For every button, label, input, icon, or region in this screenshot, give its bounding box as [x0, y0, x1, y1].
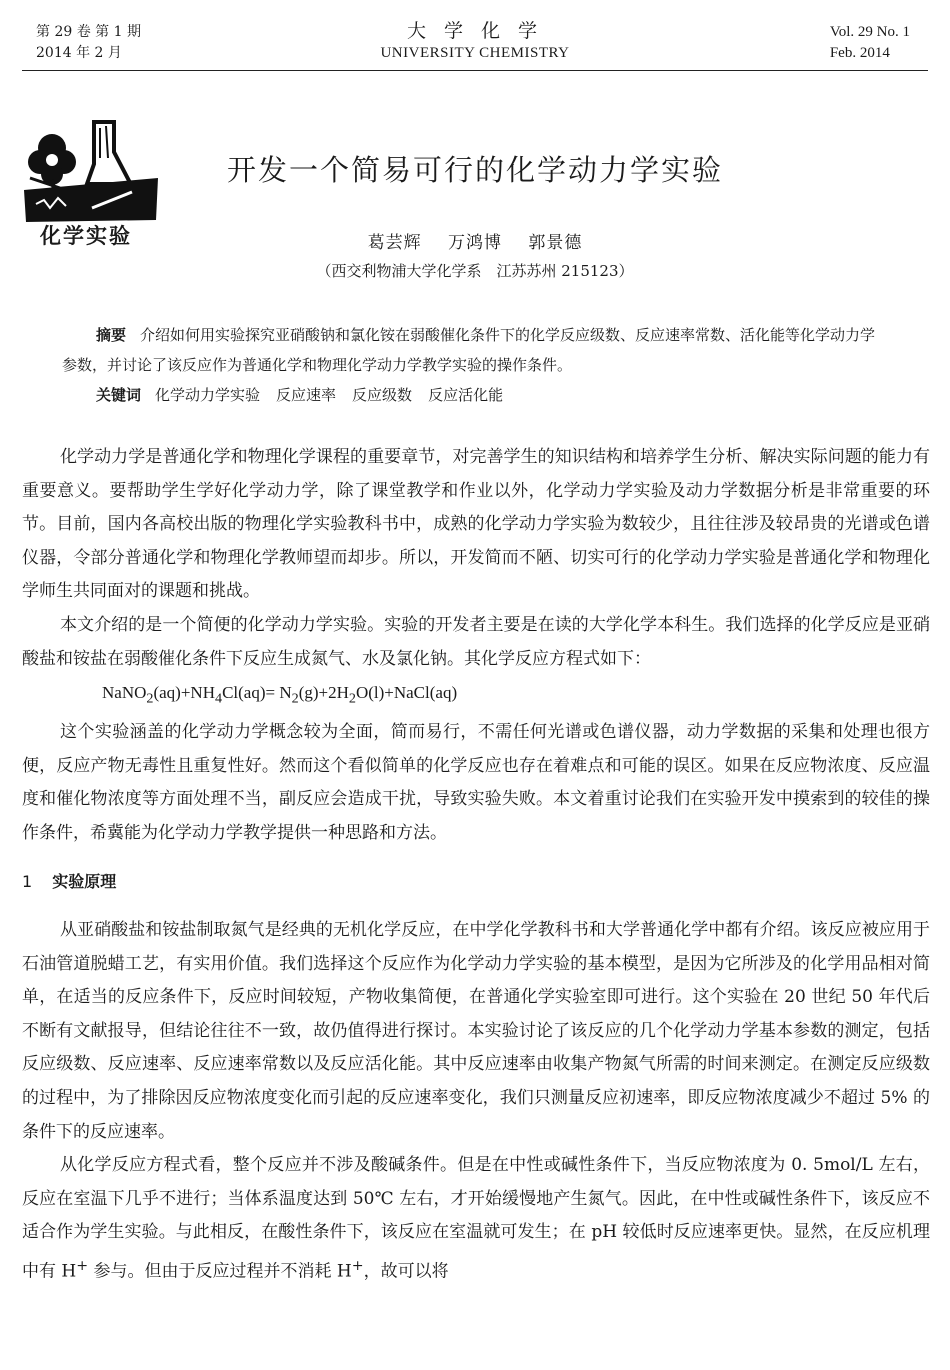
author-list — [0, 228, 950, 253]
author: 郭景德 — [528, 233, 583, 253]
keywords-label: 关键词 — [96, 386, 142, 404]
paragraph: 这个实验涵盖的化学动力学概念较为全面，简而易行，不需任何光谱或色谱仪器，动力学数据的采集和处理也很方便，反应产物无毒性且重复性好。然而这个看似简单的化学反应也存在着难点和可能的误区。如果在反应物浓度、反应温度和催化物浓度等方面处理不当，副反应会造成干扰，导致实验失败。本文着重讨论我们在实验开发中摸索到的较佳的操作条件，希冀能为化学动力学教学提供一种思路和方法。 — [22, 722, 930, 843]
abstract-label: 摘要 — [96, 326, 127, 344]
keyword: 反应级数 — [352, 386, 413, 404]
author: 万鸿博 — [448, 233, 502, 253]
section-heading — [22, 865, 930, 899]
affiliation: （西交利物浦大学化学系 江苏苏州 215123） — [316, 262, 634, 280]
author: 葛芸辉 — [367, 233, 422, 253]
column-label: 化学实验 — [40, 223, 132, 248]
journal-name-cn: 大 学 化 学 — [406, 20, 544, 42]
volume-issue-cn: 第 29 卷 第 1 期 — [36, 24, 141, 40]
abstract-block — [62, 320, 890, 410]
volume-issue-en: Vol. 29 No. 1 — [829, 24, 910, 40]
header-right — [830, 22, 910, 64]
article-title: 开发一个简易可行的化学动力学实验 — [226, 153, 723, 187]
section-title: 实验原理 — [52, 871, 117, 891]
section-number: 1 — [22, 871, 33, 891]
paragraph: 从化学反应方程式看，整个反应并不涉及酸碱条件。但是在中性或碱性条件下，当反应物浓度为 0. 5mol/L 左右，反应在室温下几乎不进行；当体系温度达到 50℃ 左右，才开始缓慢地产生氮气。因此，在中性或碱性条件下，该反应不适合作为学生实验。与此相反，在酸性条件下，该反应在室温就可发生；在 pH 较低时反应速率更快。显然，在反应机理中有 H+ 参与。但由于反应过程并不消耗 H+，故可以将 — [22, 1155, 930, 1282]
keyword: 反应活化能 — [428, 386, 504, 404]
date-cn: 2014 年 2 月 — [36, 45, 122, 61]
paragraph: 本文介绍的是一个简便的化学动力学实验。实验的开发者主要是在读的大学化学本科生。我们选择的化学反应是亚硝酸盐和铵盐在弱酸催化条件下反应生成氮气、水及氯化钠。其化学反应方程式如下： — [22, 614, 930, 669]
keyword: 化学动力学实验 — [155, 386, 261, 404]
reaction-equation: $NaNO_2(aq)+NH_4Cl(aq)=$ $N_2(g)+2H_2O(l)+NaCl(aq)$ — [102, 683, 458, 707]
abstract — [62, 320, 890, 380]
header-center — [22, 18, 928, 62]
keyword: 反应速率 — [276, 386, 337, 404]
paragraph: 化学动力学是普通化学和物理化学课程的重要章节，对完善学生的知识结构和培养学生分析、解决实际问题的能力有重要意义。要帮助学生学好化学动力学，除了课堂教学和作业以外，化学动力学实验及动力学数据分析是非常重要的环节。目前，国内各高校出版的物理化学实验教科书中，成熟的化学动力学实验为数较少，且往往涉及较昂贵的光谱或色谱仪器，令部分普通化学和物理化学教师望而却步。所以，开发简而不陋、切实可行的化学动力学实验是普通化学和物理化学师生共同面对的课题和挑战。 — [22, 447, 930, 602]
journal-name-en: UNIVERSITY CHEMISTRY — [380, 45, 570, 61]
paragraph: 从亚硝酸盐和铵盐制取氮气是经典的无机化学反应，在中学化学教科书和大学普通化学中都有介绍。该反应被应用于石油管道脱蜡工艺，有实用价值。我们选择这个反应作为化学动力学实验的基本模型，是因为它所涉及的化学用品相对简单，在适当的反应条件下，反应时间较短，产物收集简便，在普通化学实验室即可进行。这个实验在 20 世纪 50 年代后不断有文献报导，但结论往往不一致，故仍值得进行探讨。本实验讨论了该反应的几个化学动力学基本参数的测定，包括反应级数、反应速率、反应速率常数以及反应活化能。其中反应速率由收集产物氮气所需的时间来测定。在测定反应级数的过程中，为了排除因反应物浓度变化而引起的反应速率变化，我们只测量反应初速率，即反应物浓度减少不超过 5% 的条件下的反应速率。 — [22, 920, 930, 1142]
abstract-text: 介绍如何用实验探究亚硝酸钠和氯化铵在弱酸催化条件下的化学反应级数、反应速率常数、活化能等化学动力学参数，并讨论了该反应作为普通化学和物理化学动力学教学实验的操作条件。 — [62, 326, 876, 374]
date-en: Feb. 2014 — [829, 45, 890, 61]
keywords — [62, 380, 890, 410]
running-header — [22, 18, 928, 71]
article-body — [22, 441, 930, 1289]
